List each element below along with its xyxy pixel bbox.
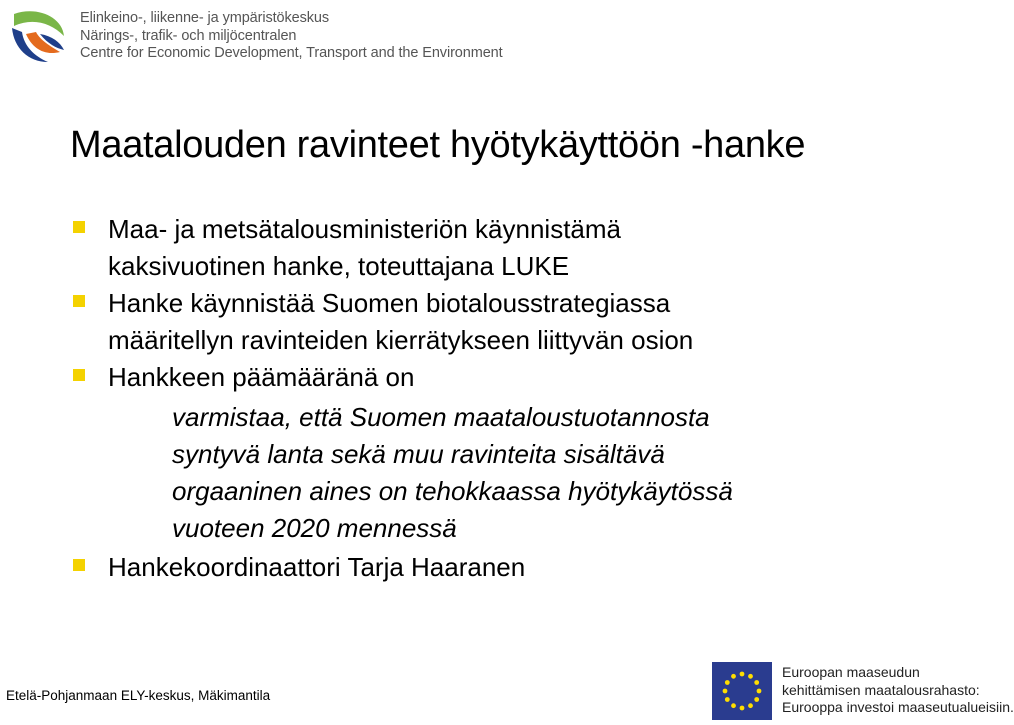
eu-star-icon	[740, 706, 745, 711]
bullet-item	[70, 549, 950, 586]
bullet-square-icon	[73, 559, 85, 571]
eu-star-icon	[723, 689, 728, 694]
eu-line: Eurooppa investoi maaseutualueisiin.	[782, 699, 1014, 715]
goal-subtext: varmistaa, että Suomen maataloustuotannosta syntyvä lanta sekä muu ravinteita sisältävä orgaaninen aines on tehokkaassa hyötykäytössä vuoteen 2020 mennessä	[172, 402, 733, 543]
eu-star-icon	[754, 697, 759, 702]
eu-flag-icon	[712, 662, 772, 720]
bullet-item	[70, 285, 950, 359]
eu-star-icon	[748, 674, 753, 679]
eu-star-icon	[740, 672, 745, 677]
bullet-list	[70, 211, 950, 586]
bullet-item	[70, 359, 950, 396]
eu-star-icon	[731, 674, 736, 679]
eu-star-icon	[757, 689, 762, 694]
eu-star-icon	[731, 703, 736, 708]
slide-title: Maatalouden ravinteet hyötykäyttöön -hanke	[70, 124, 806, 166]
eu-star-icon	[725, 680, 730, 685]
org-line-sv: Närings-, trafik- och miljöcentralen	[80, 27, 297, 44]
bullet-item	[70, 211, 950, 285]
bullet-square-icon	[73, 295, 85, 307]
footer-text: Etelä-Pohjanmaan ELY-keskus, Mäkimantila	[6, 688, 271, 703]
eu-line: Euroopan maaseudun	[782, 664, 920, 680]
ely-logo	[6, 4, 68, 66]
eu-star-icon	[748, 703, 753, 708]
eu-line: kehittämisen maatalousrahasto:	[782, 681, 980, 698]
bullet-square-icon	[73, 369, 85, 381]
bullet-text: Hankkeen päämääränä on	[108, 362, 415, 392]
org-line-en: Centre for Economic Development, Transport and the Environment	[80, 45, 503, 61]
organization-name	[80, 10, 503, 63]
eu-fund-text	[782, 664, 1014, 717]
bullet-text: Hanke käynnistää Suomen biotalousstrategiassa määritellyn ravinteiden kierrätykseen liittyvän osion	[108, 288, 694, 355]
bullet-text: Maa- ja metsätalousministeriön käynnistämä kaksivuotinen hanke, toteuttajana LUKE	[108, 214, 621, 281]
eu-star-icon	[725, 697, 730, 702]
bullet-text: Hankekoordinaattori Tarja Haaranen	[108, 552, 526, 582]
bullet-square-icon	[73, 221, 85, 233]
eu-star-icon	[754, 680, 759, 685]
org-line-fi: Elinkeino-, liikenne- ja ympäristökeskus	[80, 10, 330, 26]
